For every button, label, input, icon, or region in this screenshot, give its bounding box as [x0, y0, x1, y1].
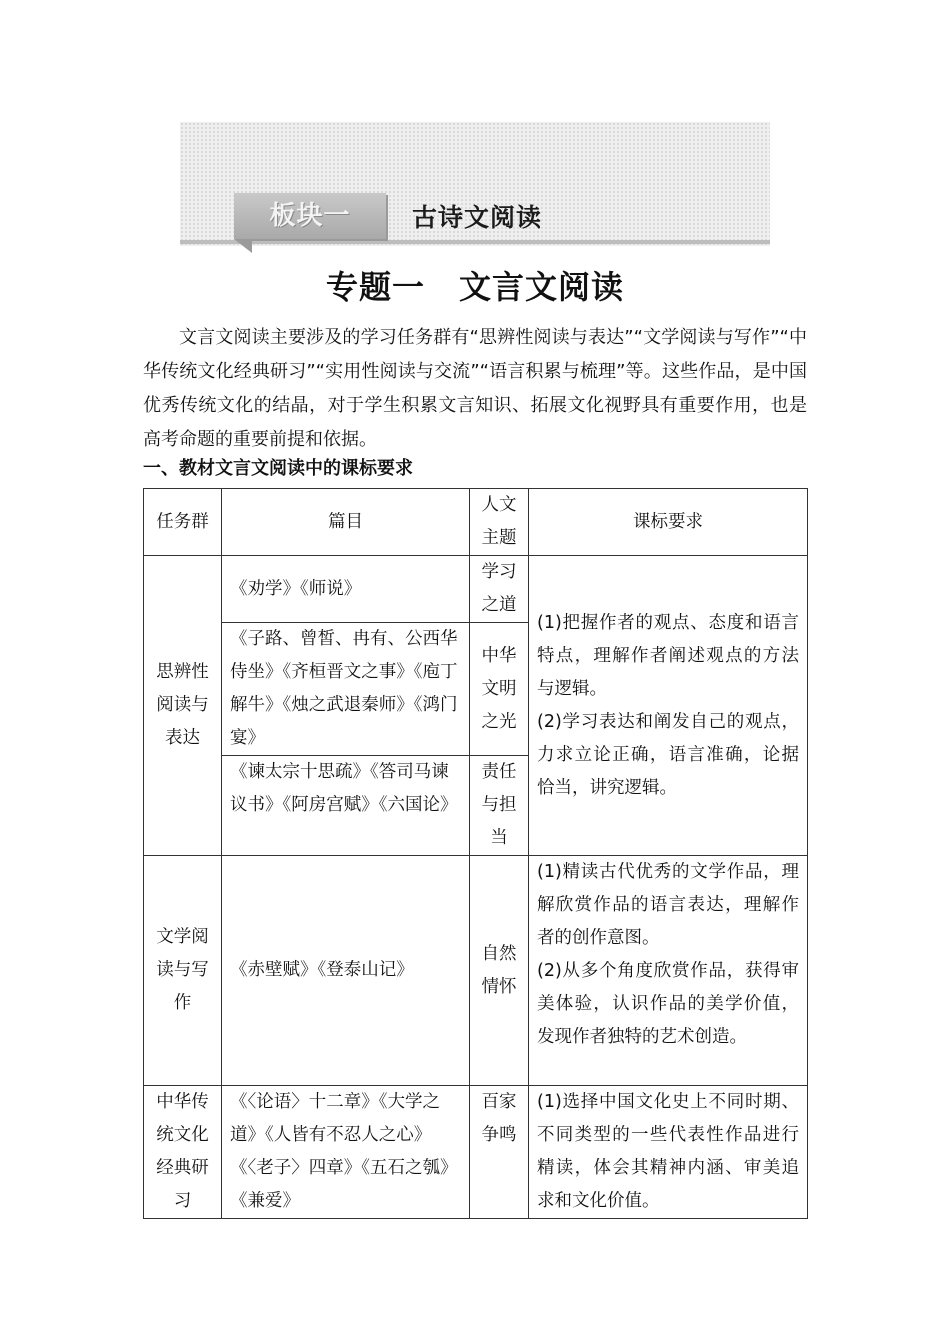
requirement-item: (2)从多个角度欣赏作品，获得审美体验，认识作品的美学价值，发现作者独特的艺术创造。	[537, 961, 799, 1047]
header-titles: 篇目	[222, 489, 470, 556]
topic-name: 文言文阅读	[459, 268, 625, 306]
header-group: 任务群	[144, 489, 222, 556]
requirements-cell	[529, 556, 808, 856]
titles-cell: 《赤壁赋》《登泰山记》	[222, 856, 470, 1086]
topic-title	[0, 262, 950, 308]
titles-cell: 《〈论语〉十二章》《大学之道》《人皆有不忍人之心》《〈老子〉四章》《五石之瓠》《兼爱》	[222, 1086, 470, 1219]
curriculum-requirements-table	[143, 488, 808, 1219]
table-header-row	[144, 489, 808, 556]
banner-rule	[180, 240, 770, 244]
group-name: 文学阅读与写作	[144, 856, 222, 1086]
requirement-item: (2)学习表达和阐发自己的观点，力求立论正确，语言准确，论据恰当，讲究逻辑。	[537, 711, 799, 798]
theme-cell: 责任与担当	[470, 756, 529, 856]
section-heading: 一、教材文言文阅读中的课标要求	[143, 458, 413, 479]
theme-cell: 学习之道	[470, 556, 529, 623]
group-name: 思辨性阅读与表达	[144, 556, 222, 856]
requirements-cell	[529, 1086, 808, 1219]
header-theme: 人文主题	[470, 489, 529, 556]
requirement-item: (1)精读古代优秀的文学作品，理解欣赏作品的语言表达，理解作者的创作意图。	[537, 862, 799, 948]
table-row	[144, 856, 808, 1086]
group-name: 中华传统文化经典研习	[144, 1086, 222, 1219]
theme-cell: 中华文明之光	[470, 623, 529, 756]
topic-number: 专题一	[325, 268, 425, 306]
requirements-cell	[529, 856, 808, 1086]
header-requirements: 课标要求	[529, 489, 808, 556]
section-tab	[234, 193, 386, 239]
section-title: 古诗文阅读	[412, 203, 543, 232]
table-row	[144, 556, 808, 623]
titles-cell: 《劝学》《师说》	[222, 556, 470, 623]
section-label: 板块一	[269, 201, 351, 231]
requirement-item: (1)把握作者的观点、态度和语言特点，理解作者阐述观点的方法与逻辑。	[537, 612, 799, 699]
titles-cell: 《子路、曾皙、冉有、公西华侍坐》《齐桓晋文之事》《庖丁解牛》《烛之武退秦师》《鸿门宴》	[222, 623, 470, 756]
table-row	[144, 1086, 808, 1219]
requirement-item: (1)选择中国文化史上不同时期、不同类型的一些代表性作品进行精读，体会其精神内涵、审美追求和文化价值。	[537, 1092, 799, 1211]
titles-cell: 《谏太宗十思疏》《答司马谏议书》《阿房宫赋》《六国论》	[222, 756, 470, 856]
theme-cell: 自然情怀	[470, 856, 529, 1086]
section-tab-notch	[234, 239, 252, 253]
theme-cell: 百家争鸣	[470, 1086, 529, 1219]
intro-paragraph: 文言文阅读主要涉及的学习任务群有“思辨性阅读与表达”“文学阅读与写作”“中华传统文化经典研习”“实用性阅读与交流”“语言积累与梳理”等。这些作品，是中国优秀传统文化的结晶，对于学生积累文言知识、拓展文化视野具有重要作用，也是高考命题的重要前提和依据。	[143, 327, 807, 450]
